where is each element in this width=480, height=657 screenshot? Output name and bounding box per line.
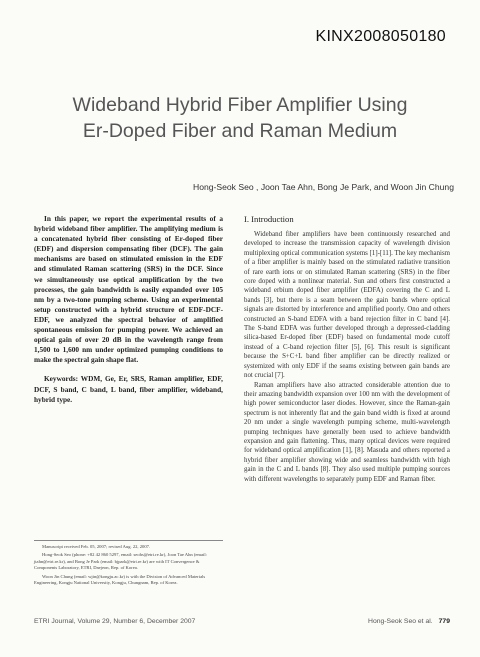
paper-title (0, 92, 480, 144)
running-header (368, 618, 450, 625)
abstract (34, 214, 223, 365)
intro-paragraph-1: Wideband fiber amplifiers have been continuously researched and developed to increase the transmission capacity of wavelength division multiplexing optical communication systems [1]-[11]. The key mechanism of a fiber amplifier is mainly based on the stimulated radiative transition of rare earth ions or on stimulated Raman scattering (SRS) in the fiber core doped with a nonlinear material. Sun and others first constructed a wideband erbium doped fiber amplifier (EDFA) covering the C and L bands [3], but there is a seam between the gain bands where optical signals are distorted by interference and amplified poorly. Ono and others constructed an S-band EDFA with a band rejection filter in C band [4]. The S-band EDFA was further developed through a depressed-cladding silica-based Er-doped fiber (EDF) based on fundamental mode cutoff instead of a C-band rejection filter [5], [6]. This result is significant because the S+C+L band fiber amplifier can be directly realized or systemized with only EDF if the seams existing between gain bands are not crucial [7]. (244, 231, 450, 380)
introduction-body (244, 230, 450, 484)
title-line-2: Er-Doped Fiber and Raman Medium (82, 120, 398, 142)
author-list: Hong-Seok Seo , Joon Tae Ahn, Bong Je Park, and Woon Jin Chung (192, 182, 454, 192)
footnote-affiliation-etri: Hong-Seok Seo (phone: +82 42 860 5297, email: seohs@etri.re.kr), Joon Tae Ahn (email: jtahn@etri.re.kr), and Bong Je Park (email: bjpark@etri.re.kr) are with IT Convergence & Components Laboratory, ETRI, Daejeon, Rep. of Korea. (34, 552, 207, 571)
section-heading: I. Introduction (244, 214, 294, 224)
abstract-text: In this paper, we report the experimental results of a hybrid wideband fiber amplifier. The amplifying medium is a concatenated hybrid fiber consisting of Er-doped fiber (EDF) and dispersion compensating fiber (DCF). The gain mechanisms are based on stimulated emission in the EDF and stimulated Raman scattering (SRS) in the DCF. Since we simultaneously use optical amplification by the two processes, the gain bandwidth is easily expanded over 105 nm by a two-tone pumping scheme. Using an experimental setup constructed with a hybrid structure of EDF-DCF-EDF, we analyzed the spectral behavior of amplified spontaneous emission for pumping power. We achieved an optical gain of over 20 dB in the wavelength range from 1,500 to 1,600 nm under optimized pumping conditions to make the spectral gain shape flat. (34, 214, 223, 365)
right-column (244, 214, 450, 484)
footnote-affiliation-kongju: Woon Jin Chung (email: wjin@kongju.ac.kr) is with the Division of Advanced Materials Engineering, Kongju National University, Kongju, Chungnam, Rep. of Korea. (34, 573, 206, 586)
page-number: 779 (438, 618, 450, 625)
document-id: KINX2008050180 (315, 28, 446, 45)
footnote-received: Manuscript received Feb. 05, 2007; revised Aug. 22, 2007. (42, 544, 151, 549)
intro-paragraph-2: Raman amplifiers have also attracted considerable attention due to their amazing bandwidth expansion over 100 nm with the development of high power semiconductor laser diodes. However, since the Raman-gain spectrum is not inherently flat and the gain band width is fixed at around 20 nm under a single wavelength pumping scheme, multi-wavelength pumping techniques have generally been used to achieve bandwidth expansion and gain flattening. Thus, many optical devices were required for wideband optical amplification [1], [8]. Masuda and others reported a hybrid fiber amplifier showing wide and seamless bandwidth with high gain in the C and L bands [8]. They also used multiple pumping sources with different wavelengths to separately pump EDF and Raman fiber. (244, 381, 450, 483)
running-author: Hong-Seok Seo et al. (368, 618, 433, 625)
left-column (34, 214, 223, 405)
title-line-1: Wideband Hybrid Fiber Amplifier Using (72, 94, 408, 116)
keywords: Keywords: WDM, Ge, Er, SRS, Raman amplifier, EDF, DCF, S band, C band, L band, fiber amplifier, wideband, hybrid type. (34, 374, 223, 404)
footnotes (34, 540, 223, 588)
journal-citation: ETRI Journal, Volume 29, Number 6, December 2007 (34, 618, 196, 625)
